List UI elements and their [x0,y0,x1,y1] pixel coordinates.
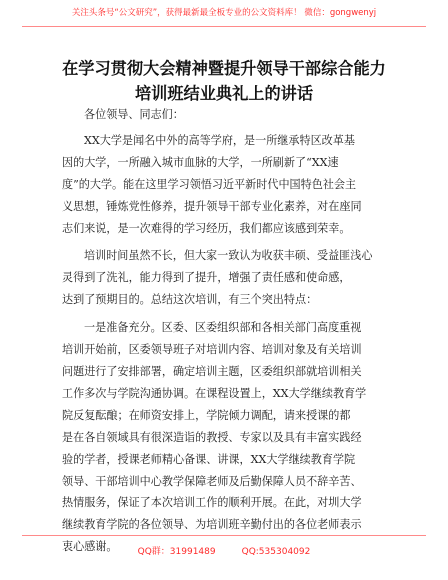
paragraph-line: 培训时间虽然不长，但大家一致认为收获丰硕、受益匪浅心 [84,249,373,263]
document-title [40,56,408,106]
paragraph-line: 一是准备充分。区委、区委组织部和各相关部门高度重视 [84,321,362,335]
paragraph-line: 问题进行了安排部署，确定培训主题，区委组织部就培训相关 [62,364,362,378]
footer-divider [22,535,426,536]
paragraph-line: 达到了预期目的。总结这次培训，有三个突出特点： [62,293,318,307]
qq-text: QQ:535304092 [241,547,311,557]
paragraph-line: 衷心感谢。 [62,540,118,554]
paragraph-line: 培训开始前，区委领导班子对培训内容、培训对象及有关培训 [62,343,362,357]
footer-contact [0,544,448,557]
paragraph-1 [62,130,394,240]
paragraph-line: 志们来说，是一次难得的学习经历，我们都应该感到荣幸。 [62,221,351,235]
paragraph-line: 验的学者，授课老师精心备课、讲课，XX大学继续教育学院 [62,452,356,466]
document-body [62,104,394,558]
salutation [62,104,394,126]
paragraph-line: 度”的大学。能在这里学习领悟习近平新时代中国特色社会主 [62,177,357,191]
paragraph-2 [62,245,394,311]
paragraph-line: 义思想，锤炼党性修养，提升领导干部专业化素养，对在座同 [62,199,362,213]
paragraph-line: 因的大学，一所融入城市血脉的大学，一所刷新了“XX速 [62,155,339,169]
title-line: 在学习贯彻大会精神暨提升领导干部综合能力 [62,59,386,78]
header-banner: 关注头条号“公文研究”，获得最新最全板专业的公文资料库！ 微信：gongwenyj [71,8,377,18]
paragraph-3 [62,317,394,558]
paragraph-line: 热情服务，保证了本次培训工作的顺利开展。在此，对圳大学 [62,496,362,510]
paragraph-line: 工作多次与学院沟通协调。在课程设置上，XX大学继续教育学 [62,386,367,400]
qq-group-text: QQ群：31991489 [137,547,216,557]
salutation-text: 各位领导、同志们： [84,108,184,121]
paragraph-line: 院反复酝酿；在师资安排上，学院倾力调配，请来授课的都 [62,408,351,422]
paragraph-line: 是在各自领域具有很深造诣的教授、专家以及具有丰富实践经 [62,430,362,444]
paragraph-line: 领导、干部培训中心教学保障老师及后勤保障人员不辞辛苦、 [62,474,362,488]
paragraph-line: 继续教育学院的各位领导、为培训班辛勤付出的各位老师表示 [62,518,362,532]
paragraph-line: XX大学是闻名中外的高等学府，是一所继承特区改革基 [84,133,355,147]
title-line: 培训班结业典礼上的讲话 [134,84,314,103]
header-divider [22,26,426,27]
paragraph-line: 灵得到了洗礼，能力得到了提升，增强了责任感和使命感， [62,271,351,285]
